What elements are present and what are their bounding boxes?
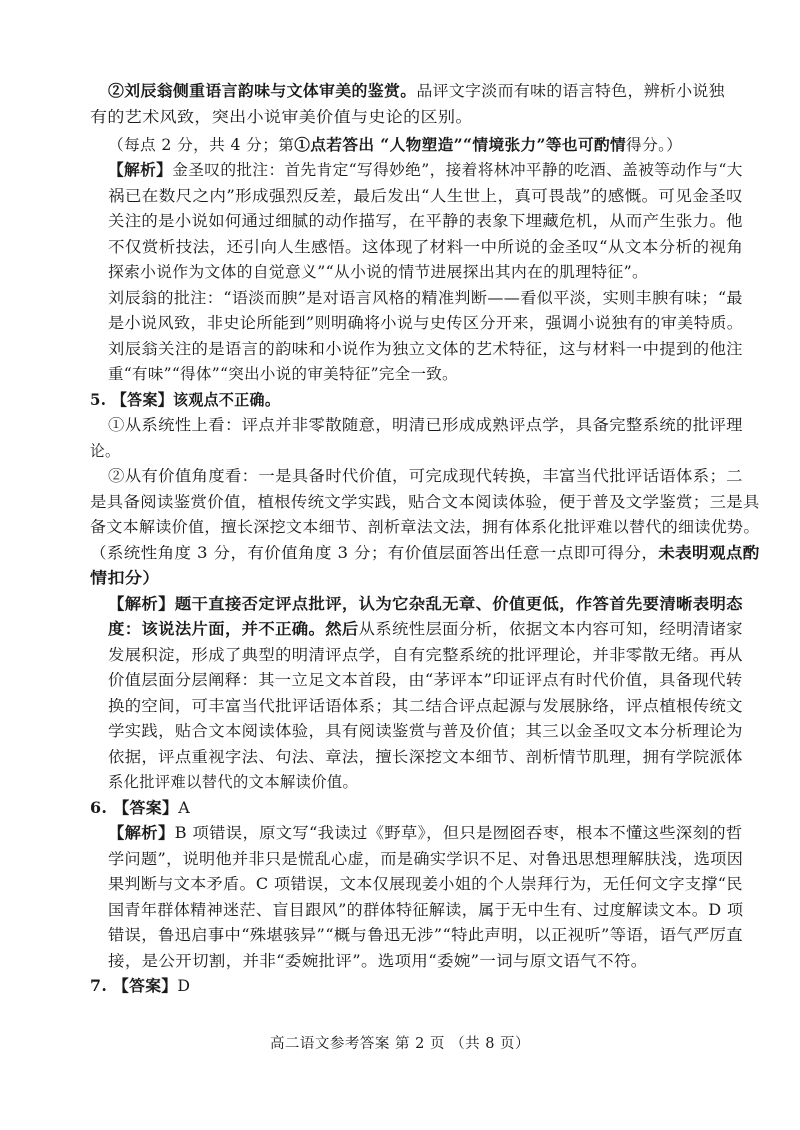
body-text: 果判断与文本矛盾。C 项错误，文本仅展现姜小姐的个人崇拜行为，无任何文字支撑“民 (108, 875, 743, 893)
body-text: ①从系统性上看：评点并非零散随意，明清已形成成熟评点学，具备完整系统的批评理 (108, 416, 743, 434)
body-text: 是具备阅读鉴赏价值，植根传统文学实践，贴合文本阅读体验，便于普及文学鉴赏；三是具 (90, 493, 760, 511)
body-text: 发展积淀，形成了典型的明清评点学，自有完整系统的批评理论，并非零散无绪。再从 (108, 646, 743, 664)
body-text: 是小说风致，非史论所能到”则明确将小说与史传区分开来，强调小说独有的审美特质。 (108, 314, 744, 332)
text-line (90, 517, 760, 537)
text-line (108, 823, 743, 843)
body-text: 依据，评点重视字法、句法、章法，擅长深挖文本细节、剖析情节肌理，拥有学院派体 (108, 748, 743, 766)
body-text: 从系统性层面分析，依据文本内容可知，经明清诸家 (358, 620, 743, 638)
text-line (90, 976, 190, 996)
text-line (108, 262, 648, 282)
body-text: 接，是公开切割，并非“委婉批评”。选项用“委婉”一词与原文语气不符。 (108, 952, 648, 970)
text-line (108, 721, 743, 741)
text-line (108, 772, 358, 792)
bold-text: 5. 【答案】该观点不正确。 (90, 390, 281, 409)
body-text: 学实践，贴合文本阅读体验，具有阅读鉴赏与普及价值；其三以金圣叹文本分析理论为 (108, 722, 743, 740)
text-line (90, 568, 160, 588)
text-line (108, 135, 682, 155)
bold-text: 7. 【答案】 (90, 976, 178, 995)
body-text: 换的空间，可丰富当代批评话语体系；其二结合评点起源与发展脉络，评点植根传统文 (108, 697, 743, 715)
body-text: 探索小说作为文体的自觉意义”“从小说的情节进展探出其内在的肌理特征”。 (108, 263, 649, 281)
text-line (108, 364, 458, 384)
text-line (90, 543, 760, 563)
text-line (108, 874, 743, 894)
text-line (108, 339, 743, 359)
body-text: D (177, 977, 191, 995)
bold-text: 情扣分） (90, 568, 160, 587)
text-line (108, 466, 743, 486)
bold-text: 6. 【答案】 (90, 798, 179, 817)
body-text: 金圣叹的批注：首先肯定“写得妙绝”，接着将林冲平静的吃酒、盖被等动作与“大 (172, 161, 743, 179)
body-text: 学问题”，说明他并非只是慌乱心虚，而是确实学识不足、对鲁迅思想理解肤浅，选项因 (108, 850, 744, 868)
text-line (90, 390, 280, 410)
text-line (108, 670, 743, 690)
bold-text: 【解析】题干直接否定评点批评，认为它杂乱无章、价值更低，作答首先要清晰表明态 (108, 594, 743, 613)
body-text: （每点 2 分，共 4 分；第 (108, 136, 295, 154)
bold-text: ①点若答出 “人物塑造”“情境张力”等也可酌情 (294, 135, 627, 154)
body-text: 得分。） (626, 136, 683, 154)
body-text: 祸已在数尺之内”形成强烈反差，最后发出“人生世上，真可畏哉”的感慨。可见金圣叹 (108, 187, 743, 205)
text-line (108, 925, 743, 945)
body-text: 重“有味”“得体”“突出小说的审美特征”完全一致。 (108, 365, 458, 383)
body-text: （系统性角度 3 分，有价值角度 3 分；有价值层面答出任意一点即可得分， (90, 544, 659, 562)
bold-text: 【解析】 (108, 160, 173, 179)
body-text: 错误，鲁迅启事中“殊堪骇异”“概与鲁迅无涉”“特此声明，以正视听”等语，语气严厉直 (108, 926, 743, 944)
body-text: 系化批评难以替代的文本解读价值。 (108, 773, 359, 791)
text-line (108, 313, 743, 333)
body-text: ②从有价值角度看：一是具备时代价值，可完成现代转换，丰富当代批评话语体系；二 (108, 467, 743, 485)
body-text: 刘辰翁关注的是语言的韵味和小说作为独立文体的艺术特征，这与材料一中提到的他注 (108, 340, 743, 358)
text-line (108, 186, 743, 206)
body-text: 刘辰翁的批注：“语淡而腴”是对语言风格的精准判断——看似平淡，实则丰腴有味；“最 (108, 289, 743, 307)
text-line (108, 696, 743, 716)
body-text: 国青年群体精神迷茫、盲目跟风”的群体特征解读，属于无中生有、过度解读文本。D 项 (108, 901, 744, 919)
text-line (108, 645, 743, 665)
text-line (108, 211, 743, 231)
text-line (108, 160, 743, 180)
body-text: 备文本解读价值，擅长深挖文本细节、剖析章法文法，拥有体系化批评难以替代的细读优势。 (90, 518, 760, 536)
text-line (90, 492, 760, 512)
text-line (90, 798, 190, 818)
body-text: 论。 (90, 442, 120, 460)
page-footer: 高二语文参考答案 第 2 页 （共 8 页） (269, 1036, 531, 1052)
bold-text: 度：该说法片面，并不正确。然后 (108, 619, 359, 638)
bold-text: ②刘辰翁侧重语言韵味与文体审美的鉴赏。 (108, 81, 417, 100)
text-line (108, 900, 743, 920)
body-text: 关注的是小说如何通过细腻的动作描写，在平静的表象下埋藏危机，从而产生张力。他 (108, 212, 743, 230)
text-line (108, 415, 743, 435)
bold-text: 【解析】 (108, 823, 175, 842)
body-text: 价值层面分层阐释：其一立足文本首段，由“茅评本”印证评点有时代价值，具备现代转 (108, 671, 743, 689)
body-text: 有的艺术风致，突出小说审美价值与史论的区别。 (90, 108, 473, 126)
body-text: B 项错误，原文写“我读过《野草》，但只是囫囵吞枣，根本不懂这些深刻的哲 (174, 824, 743, 842)
text-line (108, 849, 743, 869)
text-line (108, 237, 743, 257)
text-line (90, 441, 120, 461)
text-line (108, 747, 743, 767)
text-line (90, 107, 473, 127)
text-line (108, 288, 743, 308)
text-line (108, 81, 725, 101)
body-text: A (178, 799, 191, 817)
body-text: 不仅赏析技法，还引向人生感悟。这体现了材料一中所说的金圣叹“从文本分析的视角 (108, 238, 744, 256)
bold-text: 未表明观点酌 (658, 543, 760, 562)
text-line (108, 594, 743, 614)
text-line (108, 619, 743, 639)
body-text: 品评文字淡而有味的语言特色，辨析小说独 (416, 82, 725, 100)
text-line (108, 951, 648, 971)
